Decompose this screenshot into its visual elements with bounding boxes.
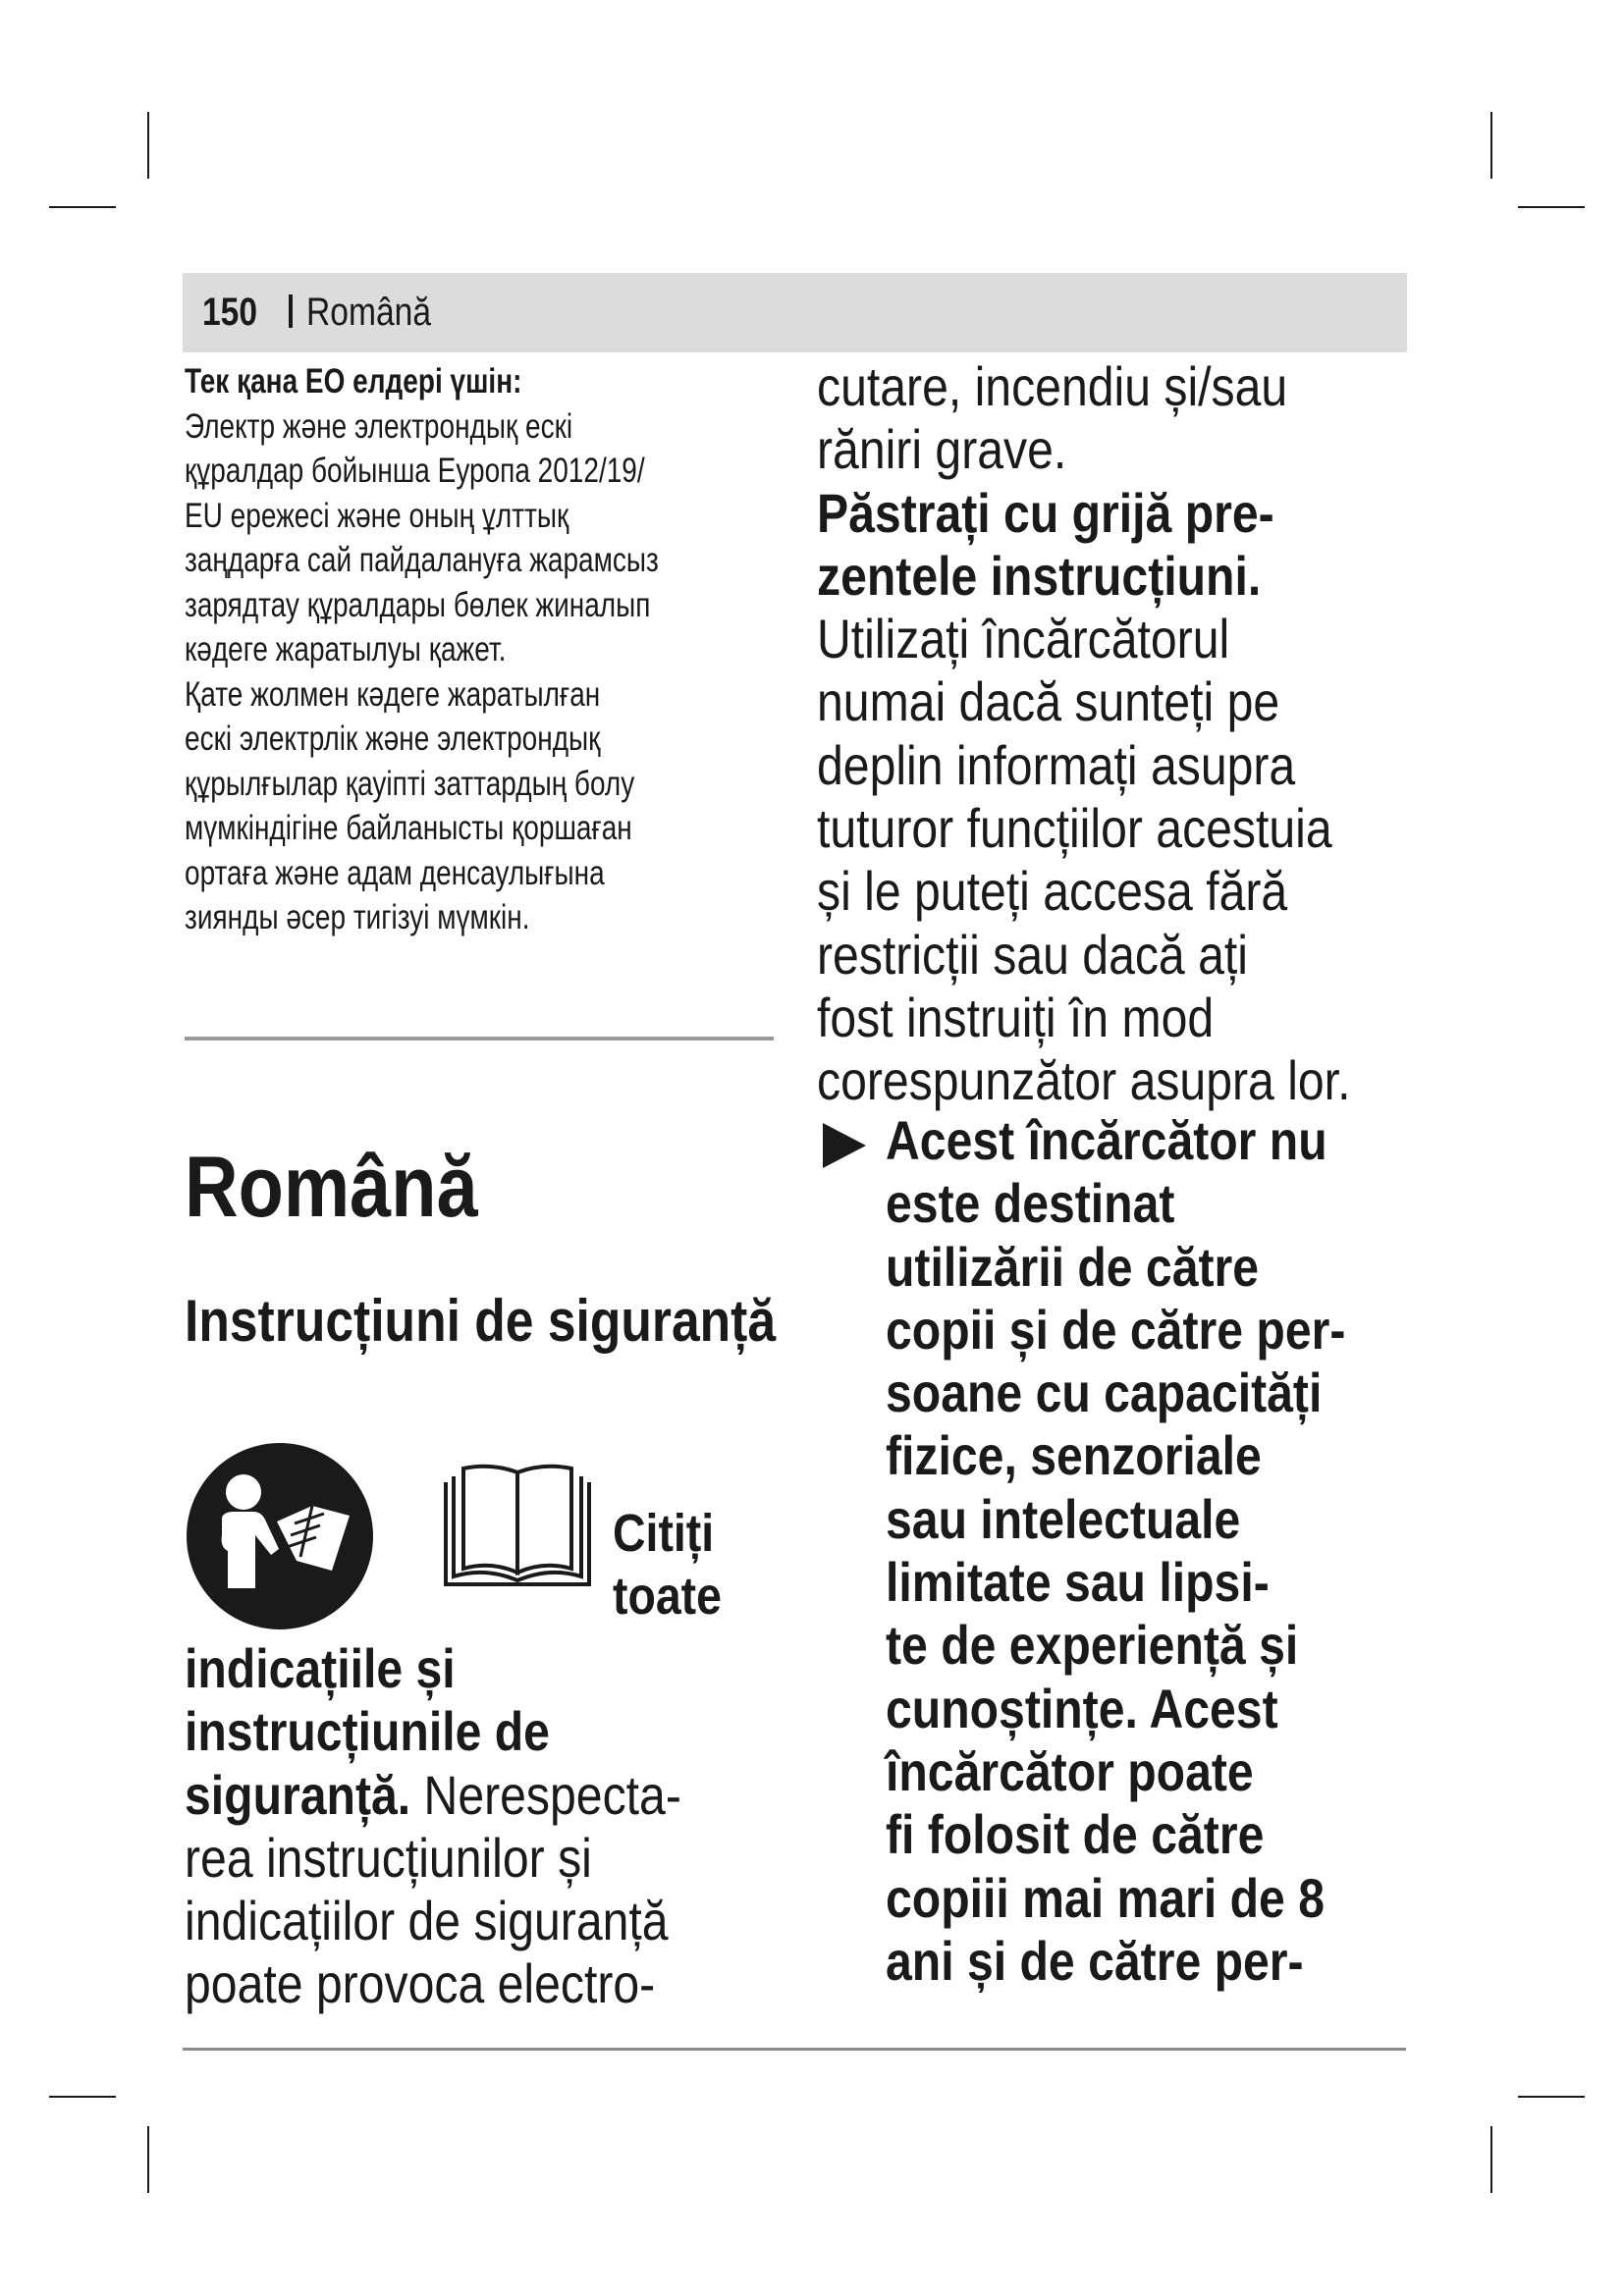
- section-divider: [185, 1037, 774, 1041]
- crop-mark: [147, 112, 149, 179]
- open-book-icon: [436, 1463, 599, 1598]
- kazakh-disposal-section: [185, 359, 793, 940]
- crop-mark: [1518, 206, 1585, 208]
- read-instructions-regular: Nerespecta- rea instrucțiunilor și indicațiilor de siguranță poate provoca electro-: [185, 1763, 681, 2015]
- page-header: [183, 273, 1407, 352]
- keep-instructions-bold: Păstrați cu grijă pre- zentele instrucțiuni.: [817, 481, 1274, 607]
- read-all-label: Citiți toate: [613, 1504, 722, 1626]
- kazakh-heading: Тек қана ЕО елдері үшін:: [185, 362, 522, 400]
- charger-warning-text: Acest încărcător nu este destinat utilizării de către copii și de către per- soane cu capacități fizice, senzoriale sau intelectuale limitate sau lipsi- te de experiență și cunoștințe. Acest încărcător poate fi folosit de către copiii mai mari de 8 ani și de către per-: [886, 1109, 1346, 1992]
- read-instructions-bold: indicațiile și instrucțiunile de siguranță.: [185, 1637, 550, 1826]
- crop-mark: [1518, 2096, 1585, 2098]
- read-instructions-paragraph: [185, 1637, 681, 2016]
- crop-mark: [1490, 2126, 1492, 2193]
- bottom-divider: [183, 2048, 1406, 2051]
- crop-mark: [49, 2096, 116, 2098]
- crop-mark: [147, 2126, 149, 2193]
- crop-mark: [1490, 112, 1492, 179]
- continuation-text: cutare, incendiu și/sau răniri grave.: [817, 355, 1288, 481]
- usage-text: Utilizați încărcătorul numai dacă sunteți pe deplin informați asupra tuturor funcțiilor acestuia și le puteți accesa fără restricții sau dacă ați fost instruiți în mod corespunzător asupra lor.: [817, 608, 1351, 1112]
- safety-instructions-heading: Instrucțiuni de siguranță: [185, 1288, 777, 1354]
- right-column-text: [817, 355, 1350, 1113]
- header-language: Română: [306, 291, 432, 334]
- page-number: 150: [202, 291, 258, 334]
- crop-mark: [49, 206, 116, 208]
- triangle-bullet-icon: [821, 1121, 868, 1170]
- header-separator: [289, 294, 293, 328]
- read-manual-icon: [185, 1441, 375, 1631]
- kazakh-paragraph-1: Электр және электрондық ескі құралдар бойынша Еуропа 2012/19/ EU ережесі және оның ұлттық заңдарға сай пайдалануға жарамсыз зарядтау құралдары бөлек жиналып кәдеге жаратылуы қажет.: [185, 406, 659, 668]
- section-title: Română: [185, 1138, 478, 1235]
- kazakh-paragraph-2: Қате жолмен кәдеге жаратылған ескі электрлік және электрондық құрылғылар қауіпті заттардың болу мүмкіндігіне байланысты қоршаған ортаға және адам денсаулығына зиянды әсер тигізуі мүмкін.: [185, 674, 635, 936]
